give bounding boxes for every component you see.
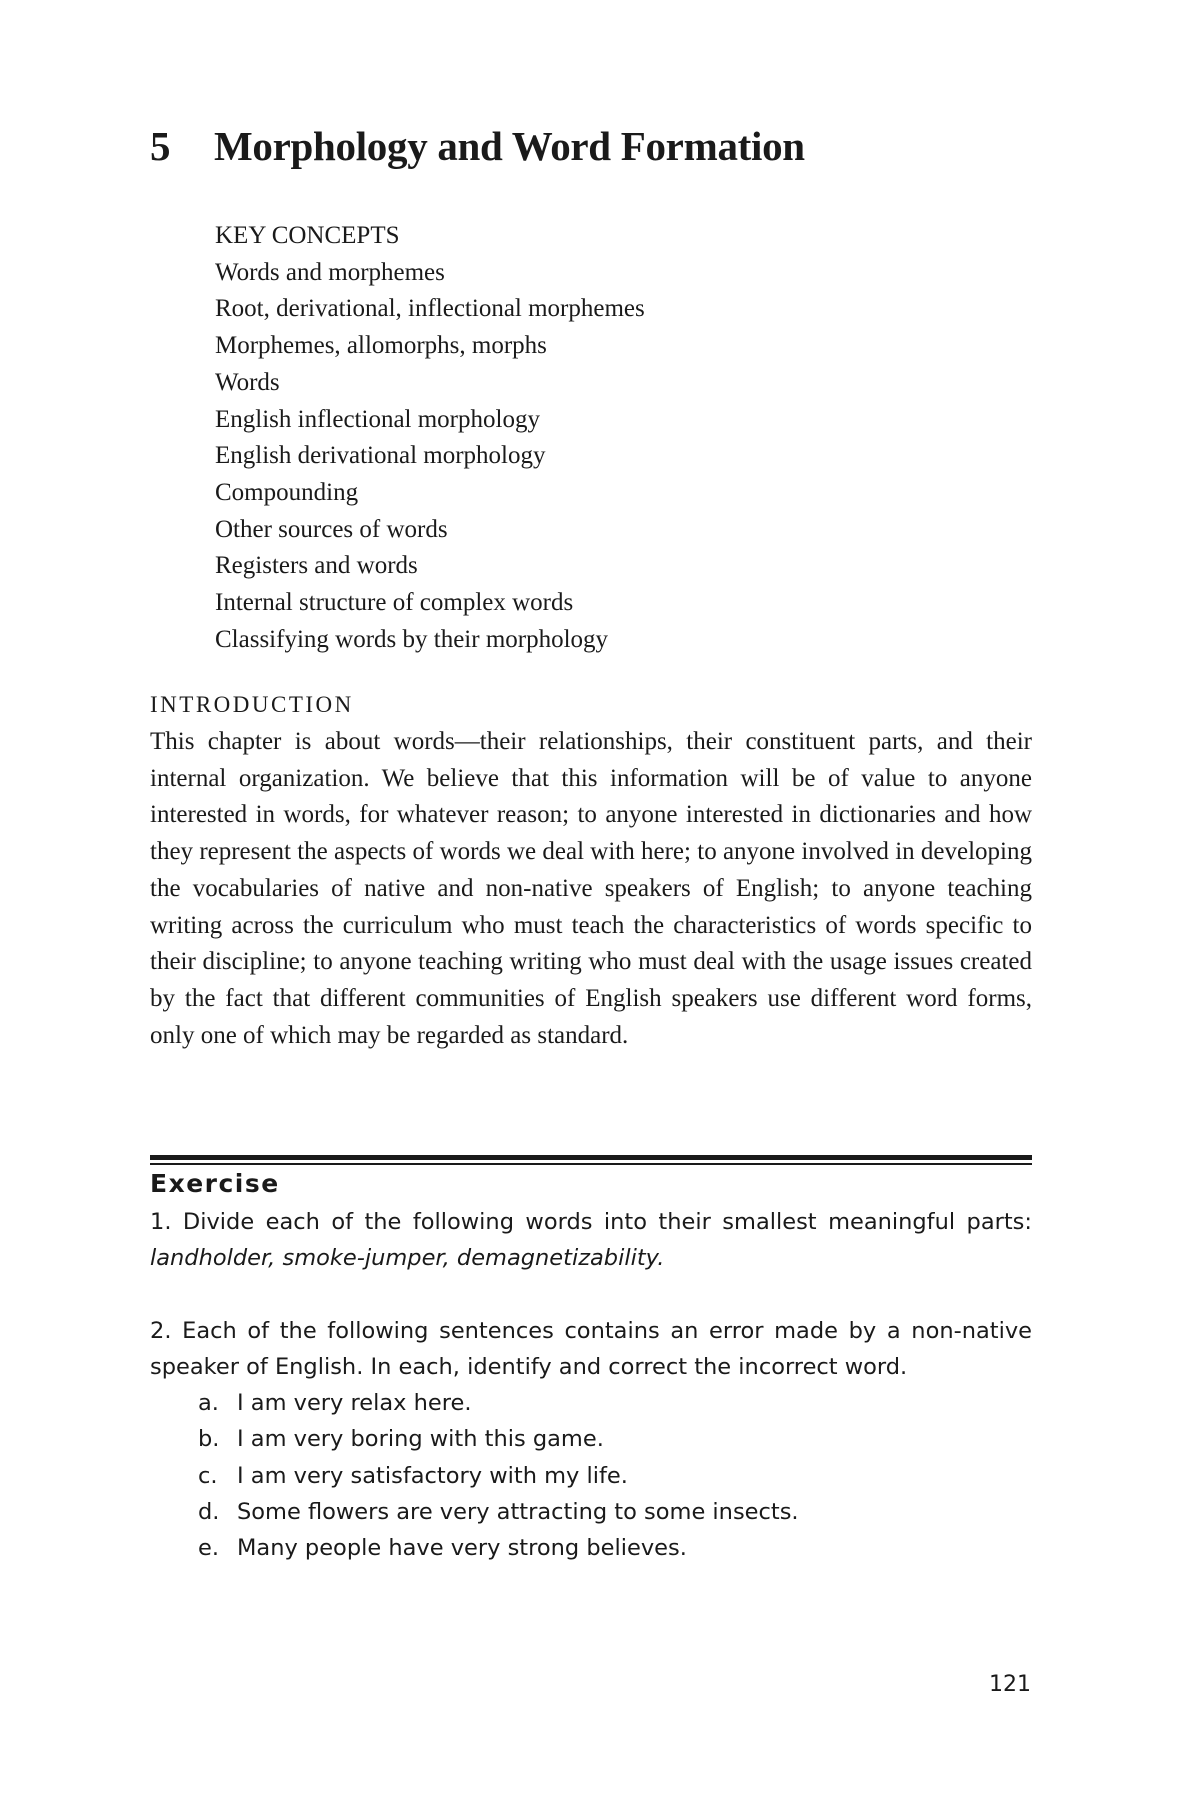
sentence-text: Some flowers are very attracting to some insects. (237, 1499, 799, 1526)
chapter-title: Morphology and Word Formation (214, 123, 805, 169)
key-concept-item: Other sources of words (215, 515, 448, 543)
exercise-sentence (198, 1494, 1032, 1530)
spacer (150, 1277, 1032, 1313)
exercise-sentence (198, 1458, 1032, 1494)
key-concepts-list (215, 255, 645, 659)
exercise-sentence (198, 1421, 1032, 1457)
exercise-sentence-list (150, 1385, 1032, 1566)
page-number: 121 (989, 1672, 1031, 1697)
key-concept-item: Internal structure of complex words (215, 589, 574, 617)
chapter-heading (150, 122, 805, 170)
key-concepts-box (215, 218, 645, 658)
exercise-item-1-words: landholder, smoke-jumper, demagnetizability. (150, 1245, 665, 1272)
exercise-item-2: 2. Each of the following sentences contains an error made by a non-native speaker of English. In each, identify and correct the incorrect word. (150, 1317, 1032, 1380)
sentence-marker: a. (198, 1390, 219, 1417)
sentence-text: Many people have very strong believes. (237, 1535, 687, 1562)
key-concept-item: English derivational morphology (215, 442, 546, 470)
exercise-sentence (198, 1530, 1032, 1566)
key-concept-item: Registers and words (215, 552, 418, 580)
key-concepts-title: KEY CONCEPTS (215, 222, 400, 249)
key-concept-item: Compounding (215, 478, 359, 506)
key-concept-item: Morphemes, allomorphs, morphs (215, 332, 547, 360)
exercise-item-1 (150, 1204, 1032, 1277)
sentence-text: I am very satisfactory with my life. (237, 1462, 628, 1489)
key-concept-item: English inflectional morphology (215, 405, 540, 433)
exercise-title: Exercise (150, 1169, 280, 1198)
key-concept-item: Classifying words by their morphology (215, 625, 609, 653)
exercise-item-1-text: 1. Divide each of the following words into their smallest meaningful parts: (150, 1209, 1032, 1235)
sentence-marker: c. (198, 1462, 218, 1489)
sentence-marker: d. (198, 1499, 220, 1526)
introduction-paragraph: This chapter is about words—their relationships, their constituent parts, and their internal organization. We believe that this information will be of value to anyone interested in words, for whatever reason; to anyone interested in dictionaries and how they represent the aspects of words we deal with here; to anyone involved in developing the vocabularies of native and non-native speakers of English; to anyone teaching writing across the curriculum who must teach the characteristics of words specific to their discipline; to anyone teaching writing who must deal with the usage issues created by the fact that different communities of English speakers use different word forms, only one of which may be regarded as standard. (150, 728, 1032, 1049)
sentence-marker: b. (198, 1426, 220, 1453)
exercise-rule-thick (150, 1155, 1032, 1160)
sentence-text: I am very relax here. (237, 1390, 472, 1417)
exercise-box (150, 1164, 1032, 1567)
key-concept-item: Root, derivational, inflectional morphemes (215, 295, 645, 323)
sentence-text: I am very boring with this game. (237, 1426, 604, 1453)
key-concept-item: Words and morphemes (215, 258, 445, 286)
exercise-sentence (198, 1385, 1032, 1421)
sentence-marker: e. (198, 1535, 219, 1562)
chapter-number: 5 (150, 123, 171, 169)
introduction-section (150, 690, 1032, 1054)
introduction-heading: INTRODUCTION (150, 692, 354, 717)
key-concept-item: Words (215, 368, 280, 396)
